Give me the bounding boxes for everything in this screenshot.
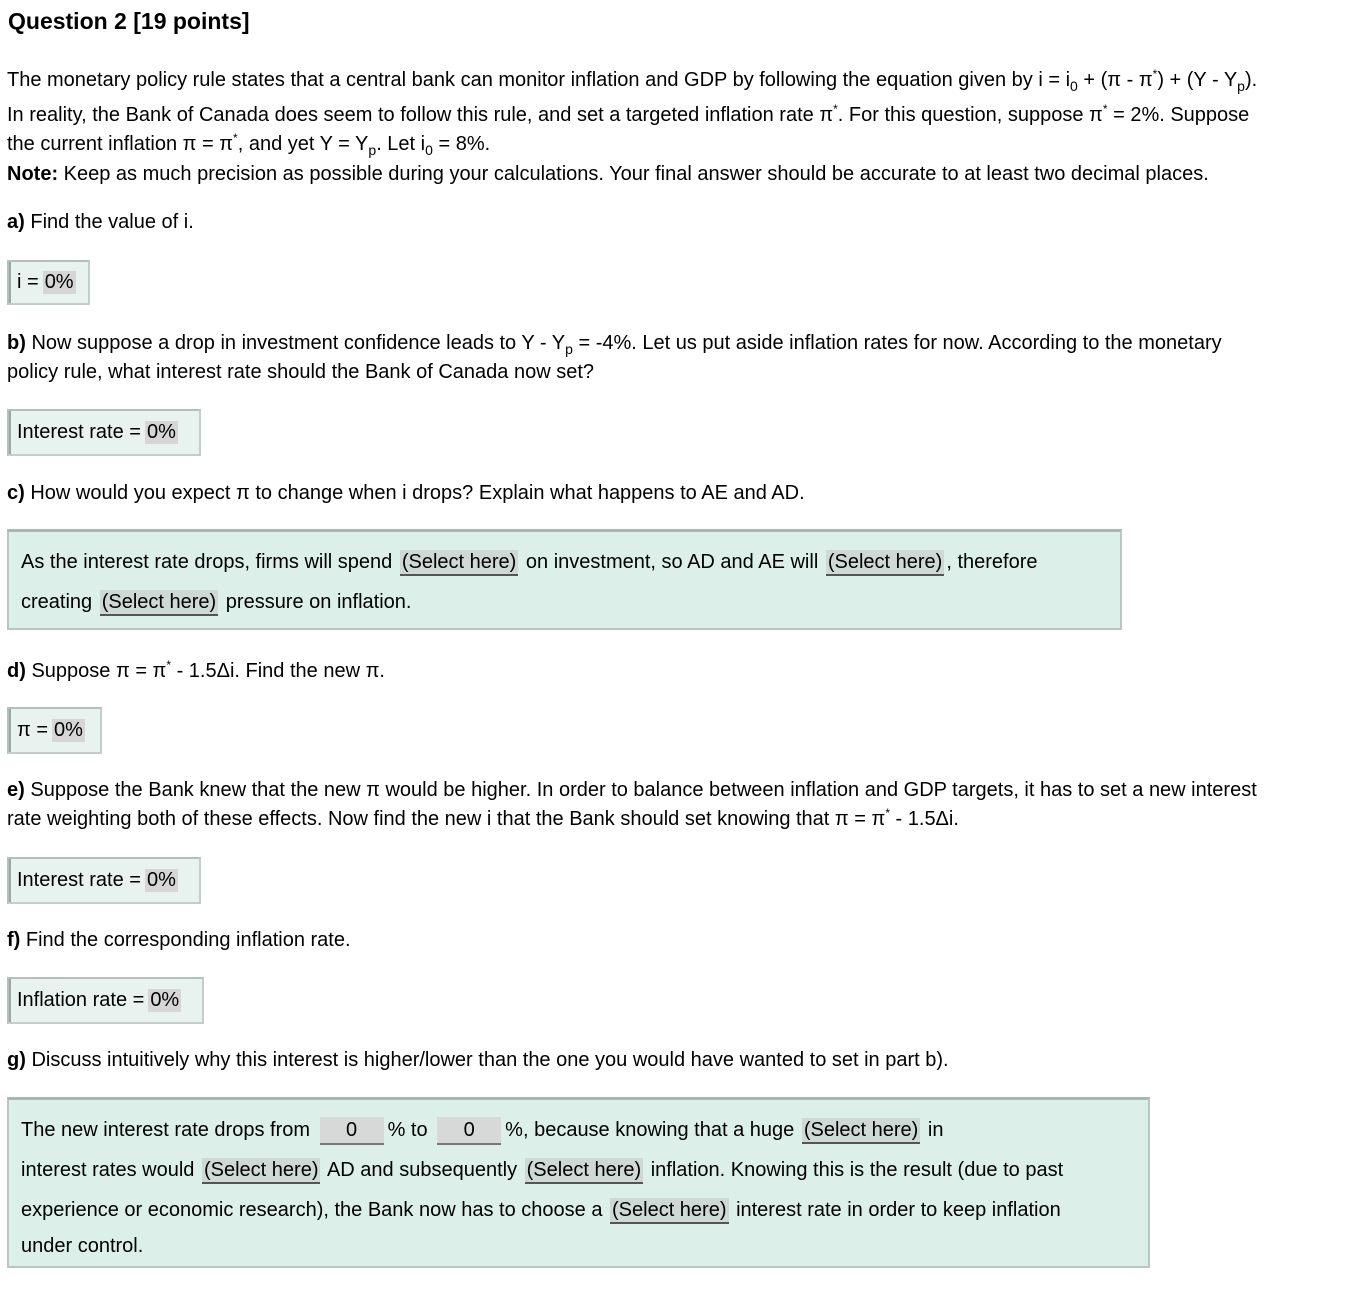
select-g-1[interactable]: (Select here) — [802, 1118, 921, 1144]
answer-value-a[interactable]: 0% — [44, 271, 74, 293]
number-input-g-1[interactable]: 0 — [320, 1117, 384, 1145]
intro-line-1: The monetary policy rule states that a central bank can monitor inflation and GDP by following the equation given by $i = i_0 + (\pi - \pi^*) + (Y - Y_p)$. — [7, 67, 1258, 94]
part-d-prompt: d) Suppose π = π* - 1.5Δi. Find the new π. — [7, 658, 385, 682]
note: Note: Keep as much precision as possible during your calculations. Your final answer should be accurate to at least two decimal places. — [7, 163, 1209, 185]
part-g-prompt: g) Discuss intuitively why this interest is higher/lower than the one you would have wanted to set in part b). — [7, 1049, 949, 1071]
part-e-prompt-2: rate weighting both of these effects. Now find the new i that the Bank should set knowing that π = π* - 1.5Δi. — [7, 806, 959, 830]
part-b-prompt-2: policy rule, what interest rate should the Bank of Canada now set? — [7, 361, 595, 383]
answer-value-d[interactable]: 0% — [54, 719, 83, 741]
select-g-4[interactable]: (Select here) — [610, 1198, 729, 1224]
answer-box-d[interactable]: π = 0% — [7, 707, 102, 754]
answer-box-b[interactable]: Interest rate = 0% — [7, 409, 201, 456]
answer-box-c: As the interest rate drops, firms will spend (Select here) on investment, so AD and AE will (Select here) , therefore creating (Select here) pressure on inflation. — [7, 529, 1122, 630]
answer-value-e[interactable]: 0% — [146, 869, 176, 891]
answer-box-e[interactable]: Interest rate = 0% — [7, 857, 201, 904]
answer-value-b[interactable]: 0% — [146, 421, 176, 443]
select-g-3[interactable]: (Select here) — [525, 1158, 644, 1184]
answer-box-f[interactable]: Inflation rate = 0% — [7, 977, 204, 1024]
part-b-prompt-1: b) Now suppose a drop in investment confidence leads to $Y - Y_p = -4\%$. Let us put aside inflation rates for now. According to the monetary — [7, 332, 1222, 357]
part-f-prompt: f) Find the corresponding inflation rate. — [7, 929, 351, 951]
answer-box-a[interactable]: i = 0% — [7, 260, 90, 305]
part-c-prompt: c) How would you expect π to change when i drops? Explain what happens to AE and AD. — [7, 482, 805, 504]
part-a-prompt: a) Find the value of i. — [7, 211, 194, 233]
answer-value-f[interactable]: 0% — [150, 989, 180, 1011]
select-c-1[interactable]: (Select here) — [400, 550, 519, 576]
select-c-2[interactable]: (Select here) — [826, 550, 945, 576]
intro-line-3: the current inflation π = π*, and yet $Y = Y_p$. Let $i_0 = 8\%$. — [7, 131, 491, 158]
answer-box-g: The new interest rate drops from 0 % to 0 %, because knowing that a huge (Select here) in interest rates would (Select here) AD and subsequently (Select here) inflation. Knowing this is the result (due to past experience or economic research), the Bank now has to choose a (Select here) interest rate in order to keep inflation under control. — [7, 1097, 1150, 1268]
part-e-prompt-1: e) Suppose the Bank knew that the new π would be higher. In order to balance between inflation and GDP targets, it has to set a new interest — [7, 779, 1257, 801]
select-c-3[interactable]: (Select here) — [100, 590, 219, 616]
intro-line-2: In reality, the Bank of Canada does seem to follow this rule, and set a targeted inflation rate π*. For this question, suppose π* = 2%. Suppose — [7, 102, 1250, 126]
select-g-2[interactable]: (Select here) — [202, 1158, 321, 1184]
number-input-g-2[interactable]: 0 — [437, 1117, 501, 1145]
question-title: Question 2 [19 points] — [8, 8, 250, 34]
